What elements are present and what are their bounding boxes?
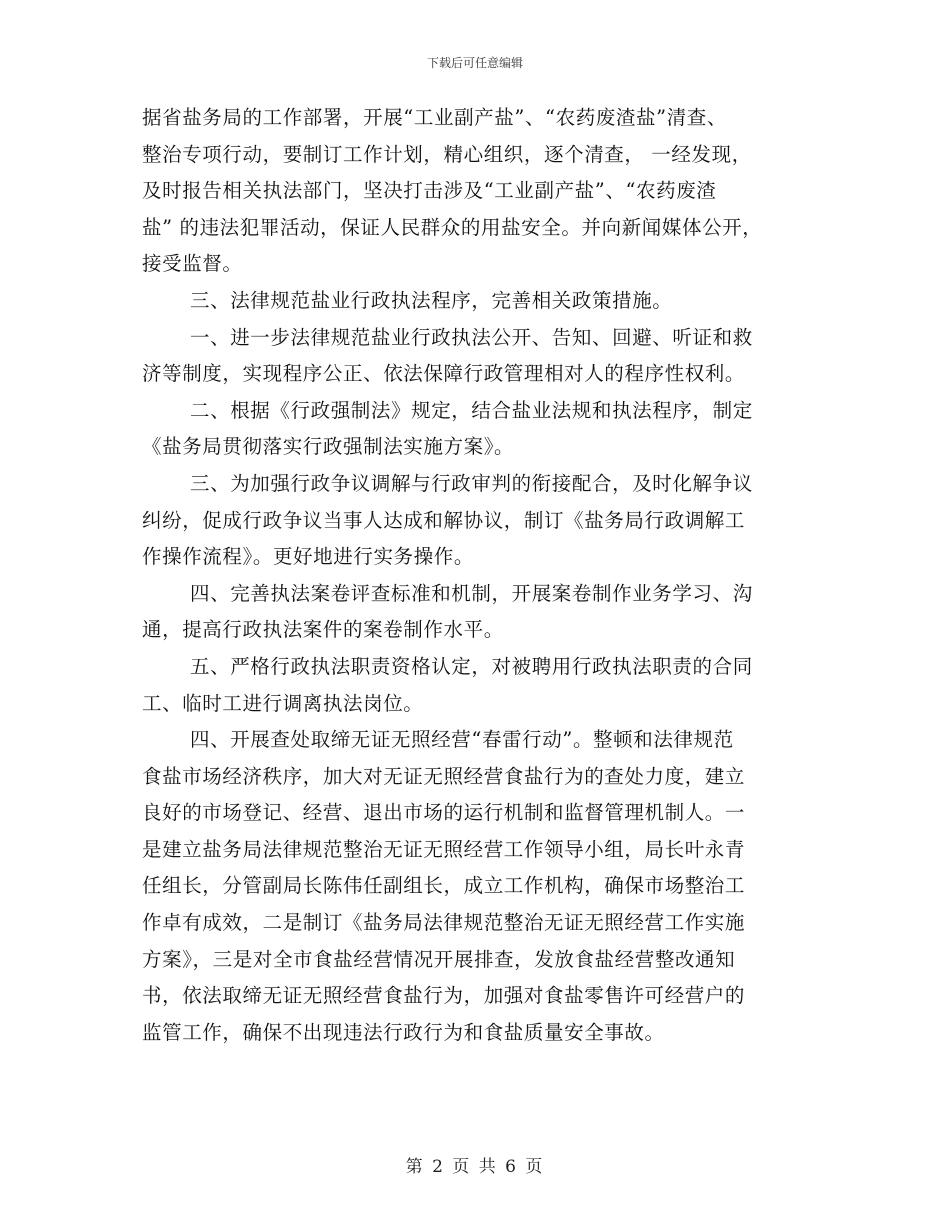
text-line: 五、严格行政执法职责资格认定，对被聘用行政执法职责的合同 [190,654,753,678]
text-line: 四、开展查处取缔无证无照经营“春雷行动”。整顿和法律规范 [190,728,734,752]
text-line: 四、完善执法案卷评查标准和机制，开展案卷制作业务学习、沟 [190,581,753,605]
text-line: 三、为加强行政争议调解与行政审判的衔接配合，及时化解争议 [190,471,753,495]
page-number: 第 2 页 共 6 页 [405,1157,545,1177]
page-header: 下载后可任意编辑 [426,56,523,70]
text-line: 纠纷，促成行政争议当事人达成和解协议，制订《盐务局行政调解工 [142,508,746,532]
text-line: 及时报告相关执法部门，坚决打击涉及“工业副产盐”、“农药废渣 [142,179,717,203]
text-line: 接受监督。 [142,252,243,276]
text-line: 监管工作，确保不出现违法行政行为和食盐质量安全事故。 [142,1020,665,1044]
text-line: 整治专项行动，要制订工作计划，精心组织，逐个清查， 一经发现， [142,142,752,166]
text-line: 良好的市场登记、经营、退出市场的运行机制和监督管理机制人。一 [142,801,746,825]
text-line: 济等制度，实现程序公正、依法保障行政管理相对人的程序性权利。 [142,362,746,386]
text-line: 三、法律规范盐业行政执法程序，完善相关政策措施。 [190,288,673,312]
text-line: 盐” 的违法犯罪活动，保证人民群众的用盐安全。并向新闻媒体公开， [142,215,763,239]
document-body [142,100,820,1051]
text-line: 通，提高行政执法案件的案卷制作水平。 [142,618,504,642]
text-line: 食盐市场经济秩序，加大对无证无照经营食盐行为的查处力度，建立 [142,764,746,788]
text-line: 方案》，三是对全市食盐经营情况开展排查，发放食盐经营整改通知 [142,947,736,971]
text-line: 书，依法取缔无证无照经营食盐行为，加强对食盐零售许可经营户的 [142,984,746,1008]
text-line: 《盐务局贯彻落实行政强制法实施方案》。 [142,435,515,459]
text-line: 是建立盐务局法律规范整治无证无照经营工作领导小组，局长叶永青 [142,837,746,861]
text-line: 作操作流程》。更好地进行实务操作。 [142,545,474,569]
text-line: 二、根据《行政强制法》规定，结合盐业法规和执法程序，制定 [190,398,753,422]
text-line: 据省盐务局的工作部署，开展“工业副产盐”、“农药废渣盐”清查、 [142,106,727,129]
text-line: 任组长，分管副局长陈伟任副组长，成立工作机构，确保市场整治工 [142,874,746,898]
text-line: 工、临时工进行调离执法岗位。 [142,691,424,715]
text-line: 一、进一步法律规范盐业行政执法公开、告知、回避、听证和救 [190,325,753,349]
text-line: 作卓有成效，二是制订《盐务局法律规范整治无证无照经营工作实施 [142,911,746,935]
